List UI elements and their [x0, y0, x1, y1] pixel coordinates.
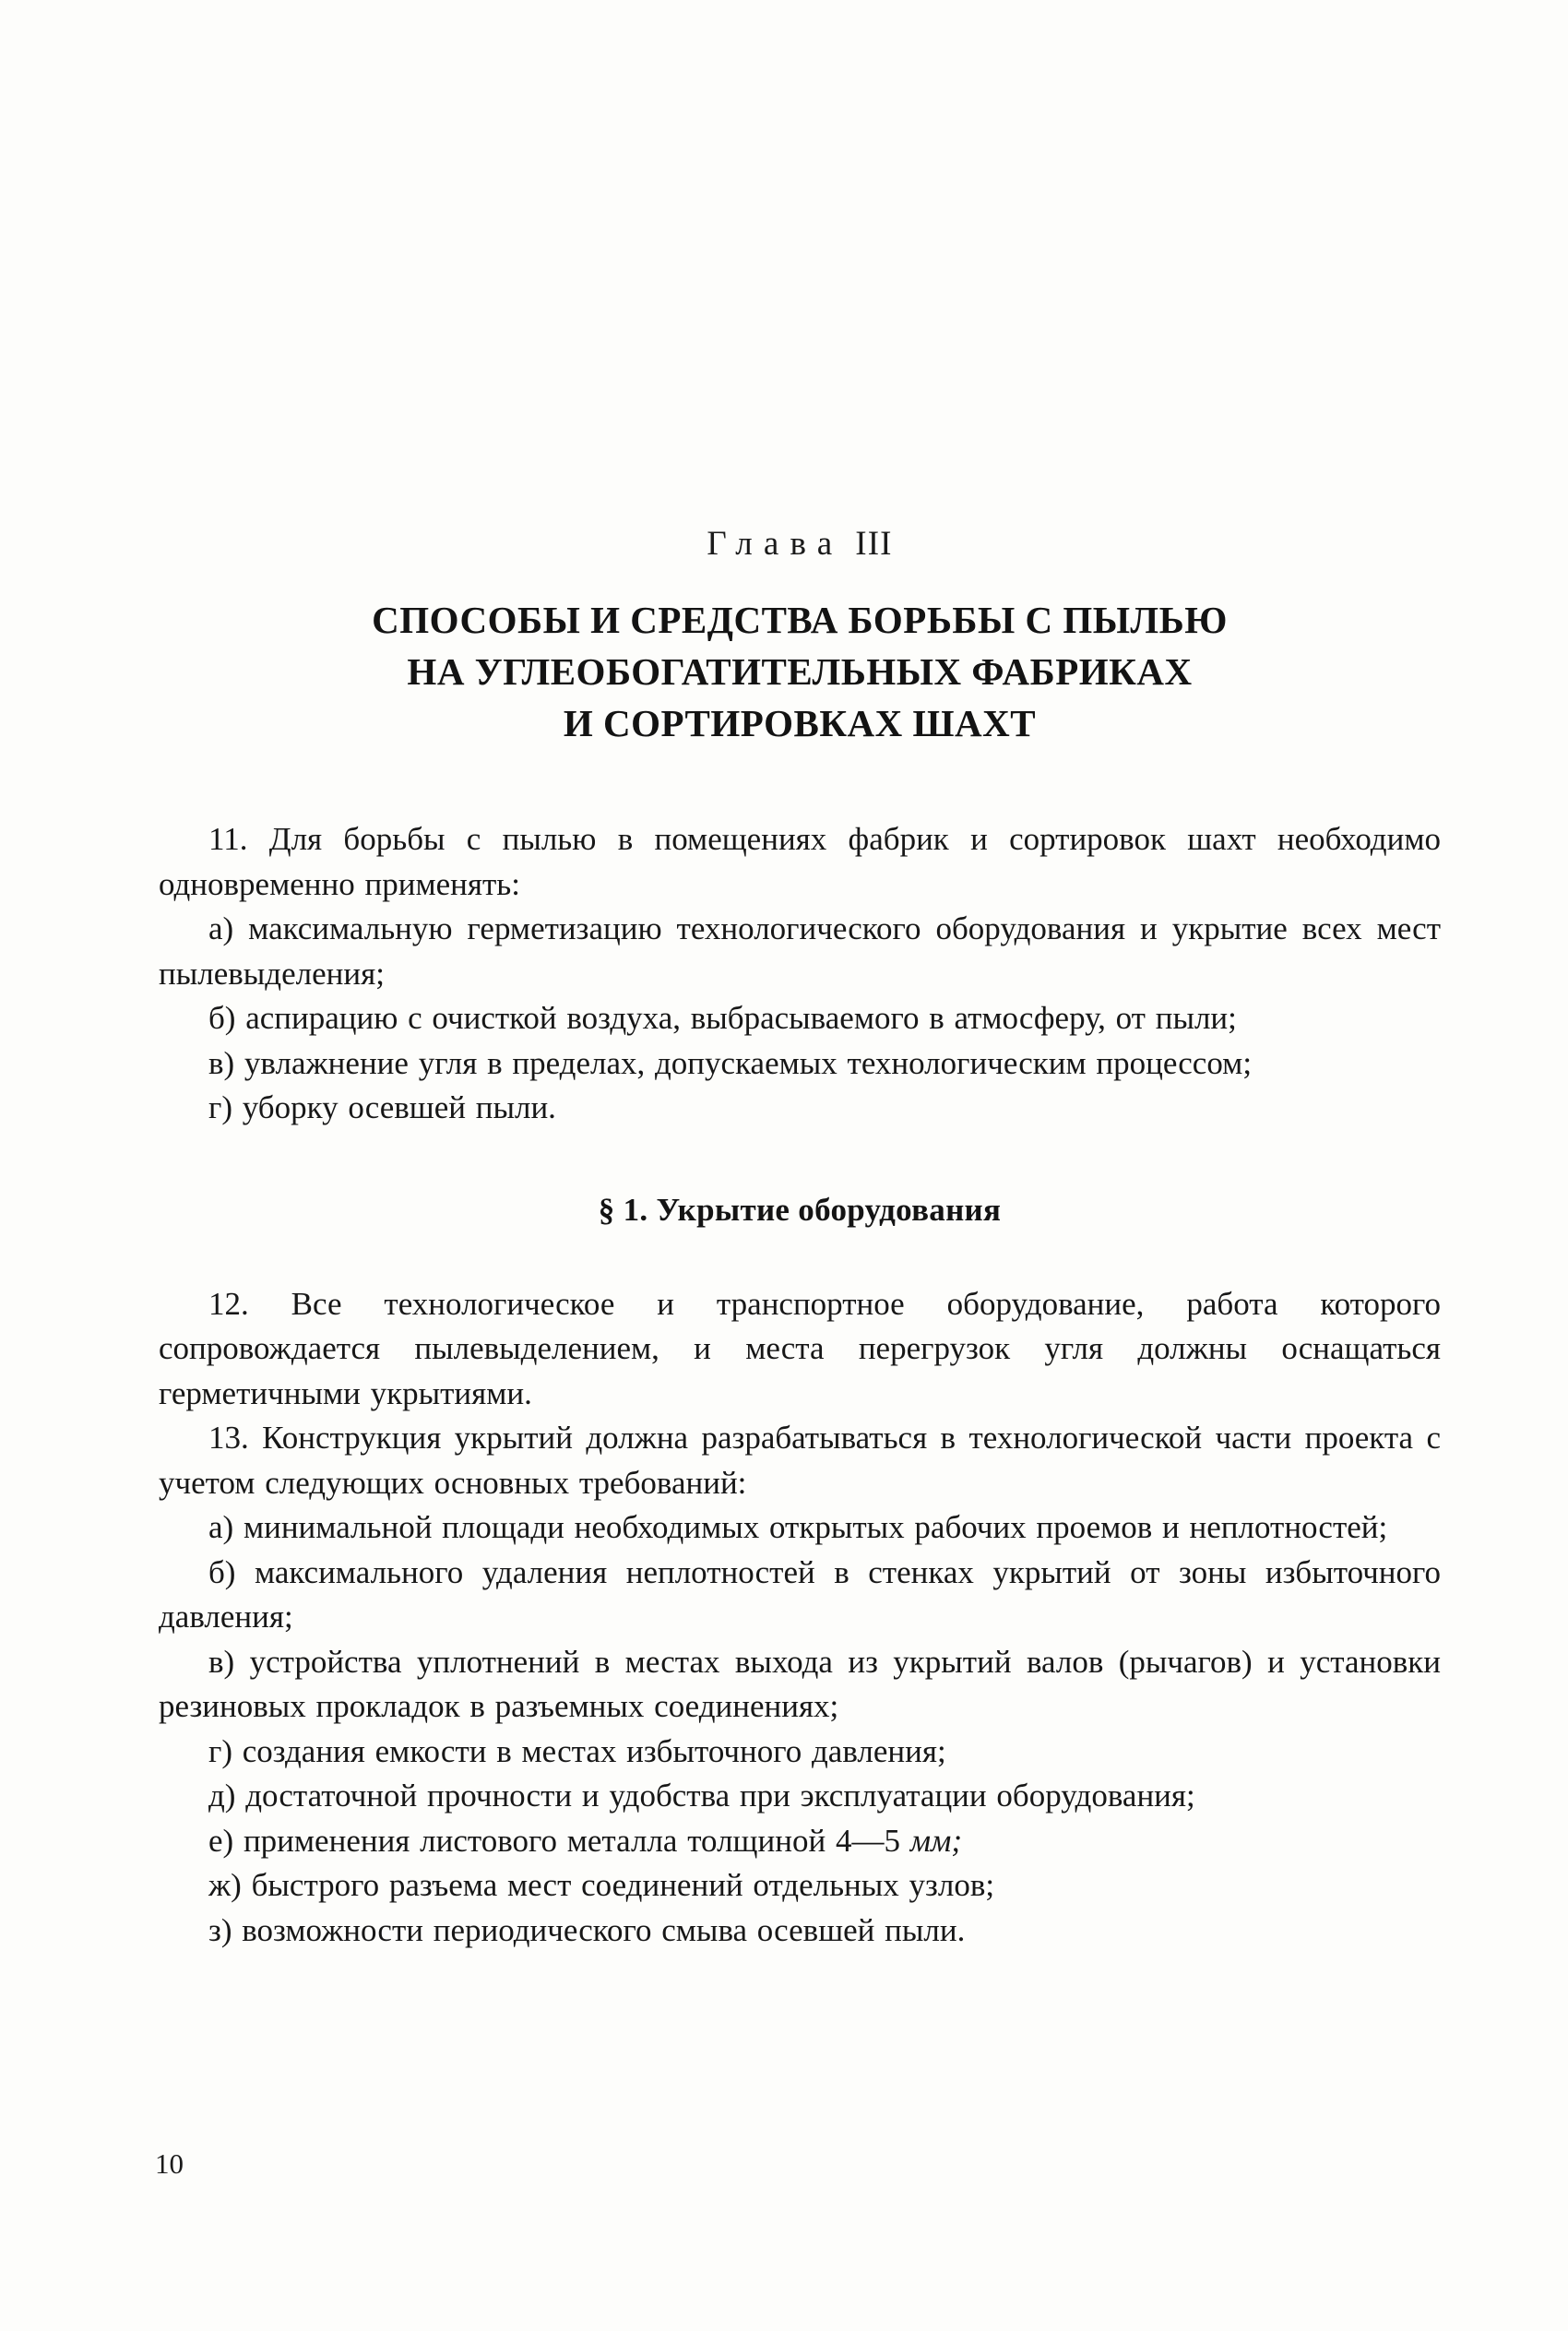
page-content	[159, 524, 1441, 1953]
list-item-11-v: в) увлажнение угля в пределах, допускаемых технологическим процессом;	[208, 1044, 1253, 1081]
list-item-13-e	[159, 1819, 1441, 1864]
list-item-13-v: в) устройства уплотнений в местах выхода из укрытий валов (рычагов) и установки резиновых прокладок в разъемных соединениях;	[159, 1643, 1441, 1725]
paragraph-13: 13. Конструкция укрытий должна разрабатываться в технологической части проекта с учетом следующих основных требований:	[159, 1420, 1441, 1501]
list-item-11-a: а) максимальную герметизацию технологического оборудования и укрытие всех мест пылевыделения;	[159, 910, 1441, 992]
list-item-13-g: г) создания емкости в местах избыточного давления;	[208, 1732, 946, 1769]
title-line-3: И СОРТИРОВКАХ ШАХТ	[563, 701, 1037, 744]
list-item-13-e-text: е) применения листового металла толщиной 4—5	[208, 1822, 900, 1859]
page-number: 10	[155, 2147, 184, 2180]
section-heading: § 1. Укрытие оборудования	[598, 1191, 1002, 1228]
title-line-2: НА УГЛЕОБОГАТИТЕЛЬНЫХ ФАБРИКАХ	[407, 649, 1193, 693]
list-item-13-zh: ж) быстрого разъема мест соединений отдельных узлов;	[208, 1867, 995, 1904]
chapter-title	[159, 595, 1441, 749]
chapter-label	[159, 524, 1441, 564]
list-item-13-e-unit: мм;	[909, 1822, 963, 1859]
list-item-13-b: б) максимального удаления неплотностей в стенках укрытий от зоны избыточного давления;	[159, 1553, 1441, 1635]
paragraph-12: 12. Все технологическое и транспортное оборудование, работа которого сопровождается пылевыделением, и места перегрузок угля должны оснащаться герметичными укрытиями.	[159, 1285, 1441, 1411]
paragraph-11: 11. Для борьбы с пылью в помещениях фабрик и сортировок шахт необходимо одновременно применять:	[159, 821, 1441, 902]
chapter-number: III	[855, 525, 893, 563]
list-item-13-a: а) минимальной площади необходимых открытых рабочих проемов и неплотностей;	[208, 1509, 1388, 1546]
list-item-13-z: з) возможности периодического смыва осевшей пыли.	[208, 1911, 966, 1948]
list-item-11-b: б) аспирацию с очисткой воздуха, выбрасываемого в атмосферу, от пыли;	[208, 1000, 1237, 1037]
list-item-13-d: д) достаточной прочности и удобства при эксплуатации оборудования;	[208, 1778, 1195, 1814]
title-line-1: СПОСОБЫ И СРЕДСТВА БОРЬБЫ С ПЫЛЬЮ	[372, 599, 1228, 641]
chapter-word: Глава	[707, 525, 844, 563]
list-item-11-g: г) уборку осевшей пыли.	[208, 1089, 556, 1126]
